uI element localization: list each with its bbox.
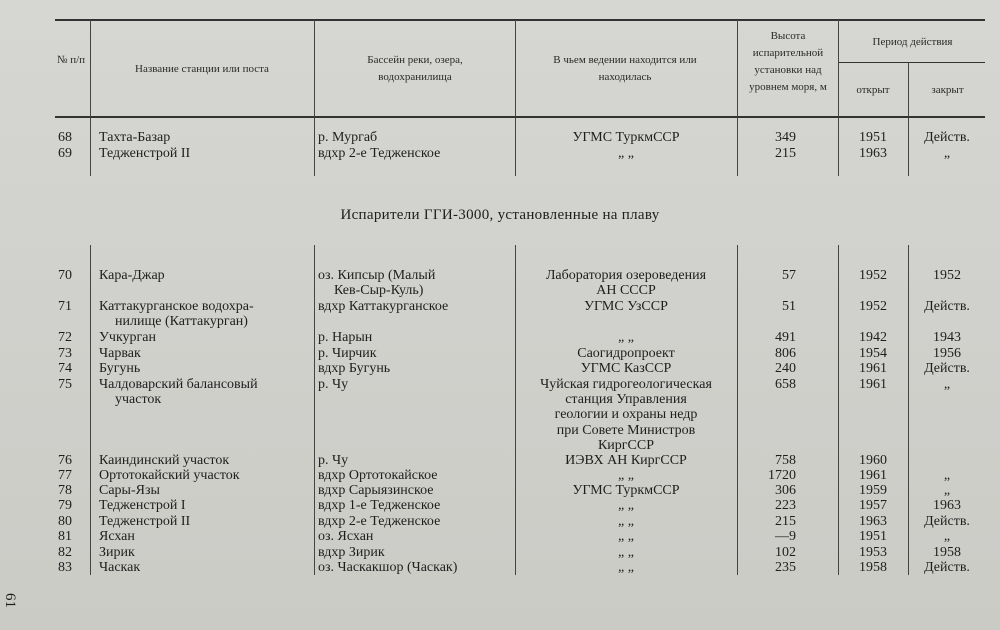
basin: вдхр Ортотокайское — [318, 468, 438, 483]
height: 215 — [775, 146, 796, 161]
basin: р. Нарын — [318, 330, 373, 345]
year-closed: 1956 — [933, 346, 961, 361]
header-num: № п/п — [56, 54, 86, 66]
year-closed: Действ. — [924, 361, 970, 376]
station-name: Тедженстрой II — [99, 514, 191, 529]
section1-col-divider — [515, 118, 516, 176]
row-num: 72 — [58, 330, 72, 345]
section2-col-divider — [90, 245, 91, 575]
owner-continued: геологии и охраны недр — [554, 407, 698, 423]
basin: оз. Ясхан — [318, 529, 374, 544]
row-num: 83 — [58, 560, 72, 575]
station-name: Каттакурганское водохра- — [99, 299, 254, 314]
header-top-rule — [55, 19, 985, 21]
section1-col-divider — [314, 118, 315, 176]
section2-col-divider — [737, 245, 738, 575]
year-opened: 1942 — [859, 330, 887, 345]
year-opened: 1954 — [859, 346, 887, 361]
basin: вдхр Каттакурганское — [318, 299, 449, 314]
owner: „ „ — [618, 545, 634, 560]
row-num: 74 — [58, 361, 72, 376]
year-opened: 1963 — [859, 146, 887, 161]
basin: р. Мургаб — [318, 130, 378, 145]
header-name: Название станции или поста — [135, 63, 269, 75]
header-closed: закрыт — [931, 84, 964, 96]
station-name: Тахта-Базар — [99, 130, 171, 145]
year-closed: 1958 — [933, 545, 961, 560]
header-col-divider — [737, 20, 738, 117]
row-num: 82 — [58, 545, 72, 560]
station-name: Часкак — [99, 560, 141, 575]
year-opened: 1961 — [859, 377, 887, 392]
row-num: 77 — [58, 468, 72, 483]
year-opened: 1963 — [859, 514, 887, 529]
year-closed: 1952 — [933, 268, 961, 283]
owner: Чуйская гидрогеологическая — [540, 377, 712, 392]
basin: вдхр 2-е Тедженское — [318, 514, 441, 529]
basin: р. Чу — [318, 377, 349, 392]
header-basin: Бассейн реки, озера, водохранилища — [367, 54, 463, 83]
year-opened: 1961 — [859, 468, 887, 483]
row-num: 70 — [58, 268, 72, 283]
year-closed: „ — [943, 529, 951, 544]
station-name-continued: нилище (Каттакурган) — [115, 314, 248, 330]
header-height: Высота испарительной установки над уровнем моря, м — [749, 30, 827, 93]
basin-continued: Кев-Сыр-Куль) — [334, 283, 424, 299]
height: 758 — [775, 453, 796, 468]
row-num: 80 — [58, 514, 72, 529]
header-period: Период действия — [872, 36, 953, 48]
basin: оз. Часкакшор (Часкак) — [318, 560, 458, 575]
header-col-divider — [838, 20, 839, 117]
station-name: Ортотокайский участок — [99, 468, 240, 483]
station-name: Тедженстрой II — [99, 146, 191, 161]
row-num: 76 — [58, 453, 72, 468]
station-name: Бугунь — [99, 361, 141, 376]
height: 491 — [775, 330, 796, 345]
height: 223 — [775, 498, 796, 513]
basin: вдхр 1-е Тедженское — [318, 498, 441, 513]
owner: „ „ — [618, 146, 634, 161]
owner: УГМС КазССР — [580, 361, 672, 376]
year-opened: 1961 — [859, 361, 887, 376]
header-col-divider — [90, 20, 91, 117]
basin: вдхр Зирик — [318, 545, 385, 560]
header-col-divider — [314, 20, 315, 117]
height: —9 — [775, 529, 796, 544]
section2-col-divider — [515, 245, 516, 575]
section1-col-divider — [838, 118, 839, 176]
owner: УГМС УзССР — [584, 299, 668, 314]
height: 306 — [775, 483, 796, 498]
row-num: 81 — [58, 529, 72, 544]
owner: Саогидропроект — [577, 346, 675, 361]
year-opened: 1957 — [859, 498, 887, 513]
owner: „ „ — [618, 514, 634, 529]
owner: „ „ — [618, 330, 634, 345]
year-closed: Действ. — [924, 130, 970, 145]
height: 57 — [782, 268, 796, 283]
owner: УГМС ТуркмССР — [572, 130, 680, 145]
year-opened: 1951 — [859, 529, 887, 544]
year-closed: Действ. — [924, 560, 970, 575]
page-number: 61 — [2, 593, 18, 608]
year-opened: 1951 — [859, 130, 887, 145]
station-name: Ясхан — [99, 529, 135, 544]
section2-col-divider — [314, 245, 315, 575]
basin: вдхр 2-е Тедженское — [318, 146, 441, 161]
station-name: Тедженстрой I — [99, 498, 186, 513]
basin: оз. Кипсыр (Малый — [318, 268, 436, 283]
row-num: 75 — [58, 377, 72, 392]
year-closed: 1943 — [933, 330, 961, 345]
height: 806 — [775, 346, 796, 361]
year-opened: 1952 — [859, 299, 887, 314]
header-opened: открыт — [856, 84, 890, 96]
station-name: Зирик — [99, 545, 135, 560]
owner-continued: КиргССР — [597, 437, 655, 453]
owner-continued: при Совете Министров — [556, 422, 696, 438]
owner: „ „ — [618, 529, 634, 544]
station-name: Каиндинский участок — [99, 453, 230, 468]
section2-col-divider — [838, 245, 839, 575]
year-opened: 1953 — [859, 545, 887, 560]
station-name-continued: участок — [115, 392, 162, 408]
basin: р. Чу — [318, 453, 349, 468]
year-opened: 1958 — [859, 560, 887, 575]
height: 235 — [775, 560, 796, 575]
height: 215 — [775, 514, 796, 529]
basin: р. Чирчик — [318, 346, 377, 361]
station-name: Сары-Язы — [99, 483, 160, 498]
year-opened: 1959 — [859, 483, 887, 498]
section1-col-divider — [908, 118, 909, 176]
height: 349 — [775, 130, 796, 145]
row-num: 68 — [58, 130, 72, 145]
height: 51 — [782, 299, 796, 314]
owner: „ „ — [618, 468, 634, 483]
header-col-divider — [515, 20, 516, 117]
basin: вдхр Бугунь — [318, 361, 391, 376]
year-opened: 1960 — [859, 453, 887, 468]
station-name: Чалдоварский балансовый — [99, 377, 258, 392]
row-num: 78 — [58, 483, 72, 498]
year-opened: 1952 — [859, 268, 887, 283]
year-closed: 1963 — [933, 498, 961, 513]
header-bottom-rule — [55, 116, 985, 118]
year-closed: „ — [943, 377, 951, 392]
basin: вдхр Сарыязинское — [318, 483, 434, 498]
row-num: 71 — [58, 299, 72, 314]
height: 1720 — [768, 468, 796, 483]
owner-continued: станция Управления — [565, 392, 687, 408]
year-closed: „ — [943, 468, 951, 483]
owner: УГМС ТуркмССР — [572, 483, 680, 498]
owner: „ „ — [618, 498, 634, 513]
year-closed: „ — [943, 146, 951, 161]
row-num: 69 — [58, 146, 72, 161]
row-num: 73 — [58, 346, 72, 361]
header-owner: В чьем ведении находится или находилась — [553, 54, 697, 83]
height: 240 — [775, 361, 796, 376]
section1-col-divider — [90, 118, 91, 176]
section-title: Испарители ГГИ-3000, установленные на плаву — [340, 207, 660, 223]
year-closed: „ — [943, 483, 951, 498]
owner: „ „ — [618, 560, 634, 575]
height: 102 — [775, 545, 796, 560]
row-num: 79 — [58, 498, 72, 513]
owner: ИЭВХ АН КиргССР — [565, 453, 687, 468]
year-closed: Действ. — [924, 299, 970, 314]
station-name: Кара-Джар — [99, 268, 165, 283]
height: 658 — [775, 377, 796, 392]
period-subrule — [838, 62, 985, 63]
owner: Лаборатория озероведения — [545, 268, 707, 283]
section1-col-divider — [737, 118, 738, 176]
station-name: Учкурган — [99, 330, 157, 345]
section2-col-divider — [908, 245, 909, 575]
owner-continued: АН СССР — [596, 283, 656, 299]
station-name: Чарвак — [99, 346, 141, 361]
year-closed: Действ. — [924, 514, 970, 529]
header-col-divider — [908, 63, 909, 117]
